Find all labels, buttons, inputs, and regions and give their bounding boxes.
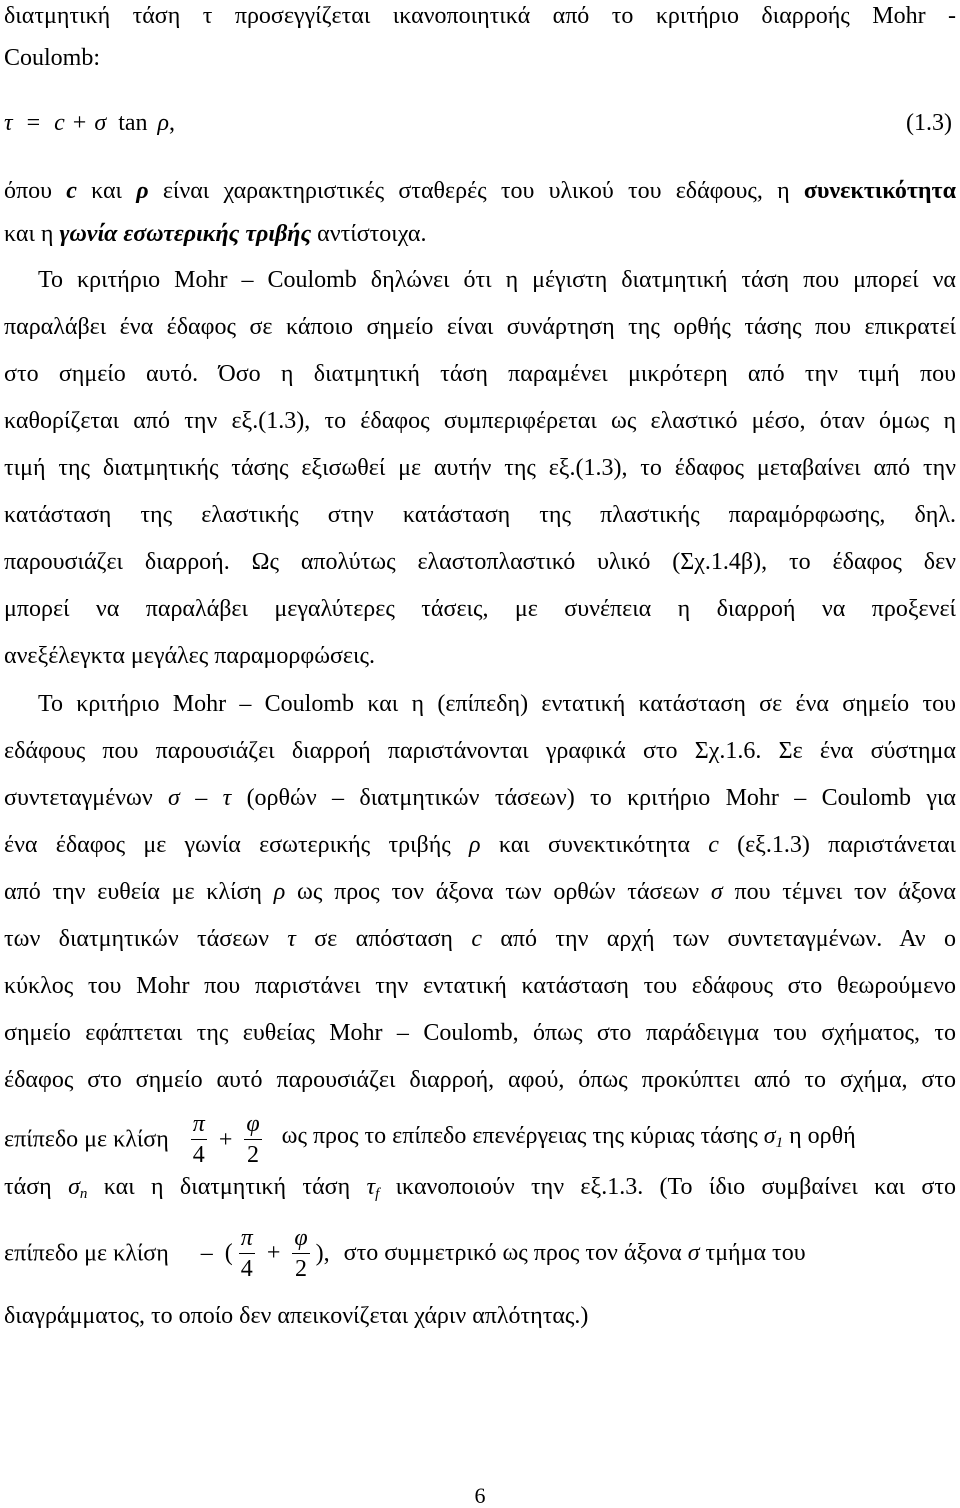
text-line: ένα έδαφος με γωνία εσωτερικής τριβής ρ και συνεκτικότητα c (εξ.1.3) παριστάνεται	[4, 832, 957, 858]
text-line-with-fraction: επίπεδο με κλίση – ( $\frac{\pi}{4}$ + $\frac{\varphi}{2}$ ), στο συμμετρικό ως προς τον άξονα σ τμήμα του	[4, 1224, 806, 1282]
text-line-with-fraction: επίπεδο με κλίση $\frac{\pi}{4}$ + $\frac{\varphi}{2}$ ως προς το επίπεδο επενέργειας της κύριας τάσης $\sigma_1$ η ορθή	[4, 1111, 856, 1168]
eq-c: c	[54, 110, 65, 136]
text-line: τιμή της διατμητικής τάσης εξισωθεί με αυτήν της εξ.(1.3), το έδαφος μεταβαίνει από την	[4, 455, 956, 481]
text-line: από την ευθεία με κλίση ρ ως προς τον άξονα των ορθών τάσεων σ που τέμνει τον άξονα	[4, 879, 957, 905]
text-line: Το κριτήριο Mohr – Coulomb δηλώνει ότι η μέγιστη διατμητική τάση που μπορεί να	[38, 267, 956, 293]
eq-tan: tan	[118, 110, 148, 136]
text-line: κατάσταση της ελαστικής στην κατάσταση της πλαστικής παραμόρφωσης, δηλ.	[4, 502, 956, 528]
eq-tau: τ	[4, 110, 13, 136]
eq-equals: =	[26, 110, 41, 136]
fraction-pi-over-4: $\frac{\pi}{4}$	[240, 1224, 253, 1282]
fraction-pi-over-4: $\frac{\pi}{4}$	[192, 1111, 205, 1168]
eq-rho: ρ	[157, 110, 170, 136]
page-number: 6	[474, 1483, 486, 1508]
text-line: καθορίζεται από την εξ.(1.3), το έδαφος συμπεριφέρεται ως ελαστικό μέσο, όταν όμως η	[4, 408, 956, 434]
equation-number: (1.3)	[906, 110, 952, 136]
text-line: των διατμητικών τάσεων τ σε απόσταση c από την αρχή των συντεταγμένων. Αν ο	[4, 926, 957, 952]
equation-1-3	[4, 109, 956, 137]
eq-sigma: σ	[94, 110, 107, 136]
eq-plus: +	[72, 110, 87, 136]
text-line: μπορεί να παραλάβει μεγαλύτερες τάσεις, με συνέπεια η διαρροή να προξενεί	[4, 596, 956, 622]
text-line: έδαφος στο σημείο αυτό παρουσιάζει διαρροή, αφού, όπως προκύπτει από το σχήμα, στο	[4, 1067, 956, 1093]
text-line: ανεξέλεγκτα μεγάλες παραμορφώσεις.	[4, 643, 375, 669]
text-line: συντεταγμένων σ – τ (ορθών – διατμητικών τάσεων) το κριτήριο Mohr – Coulomb για	[4, 785, 956, 811]
text-line: όπου c και ρ είναι χαρακτηριστικές σταθερές του υλικού του εδάφους, η συνεκτικότητα	[4, 178, 956, 204]
fraction-phi-over-2: $\frac{\varphi}{2}$	[294, 1224, 308, 1282]
text-line: Coulomb:	[4, 45, 101, 71]
text-line: σημείο εφάπτεται της ευθείας Mohr – Coulomb, όπως στο παράδειγμα του σχήματος, το	[4, 1020, 956, 1046]
fraction-phi-over-2: $\frac{\varphi}{2}$	[246, 1111, 260, 1168]
text-line: Το κριτήριο Mohr – Coulomb και η (επίπεδη) εντατική κατάσταση σε ένα σημείο του	[38, 691, 956, 717]
text-line: παραλάβει ένα έδαφος σε κάποιο σημείο είναι συνάρτηση της ορθής τάσης που επικρατεί	[4, 314, 956, 340]
text-line: κύκλος του Mohr που παριστάνει την εντατική κατάσταση του εδάφους στο θεωρούμενο	[4, 973, 956, 999]
eq-comma: ,	[169, 110, 176, 136]
text-line: εδάφους που παρουσιάζει διαρροή παριστάνονται γραφικά στο Σχ.1.6. Σε ένα σύστημα	[4, 738, 956, 764]
text-line: παρουσιάζει διαρροή. Ως απολύτως ελαστοπλαστικό υλικό (Σχ.1.4β), το έδαφος δεν	[4, 549, 956, 575]
text-line: διαγράμματος, το οποίο δεν απεικονίζεται χάριν απλότητας.)	[4, 1303, 589, 1329]
text-line: στο σημείο αυτό. Όσο η διατμητική τάση παραμένει μικρότερη από την τιμή που	[4, 361, 956, 387]
text-line: τάση $\sigma_n$ και η διατμητική τάση $\tau_f$ ικανοποιούν την εξ.1.3. (Το ίδιο συμβαίνει και στο	[4, 1174, 956, 1202]
text-line: και η γωνία εσωτερικής τριβής αντίστοιχα.	[4, 221, 427, 247]
text-line: διατμητική τάση τ προσεγγίζεται ικανοποιητικά από το κριτήριο διαρροής Mohr -	[4, 3, 956, 29]
